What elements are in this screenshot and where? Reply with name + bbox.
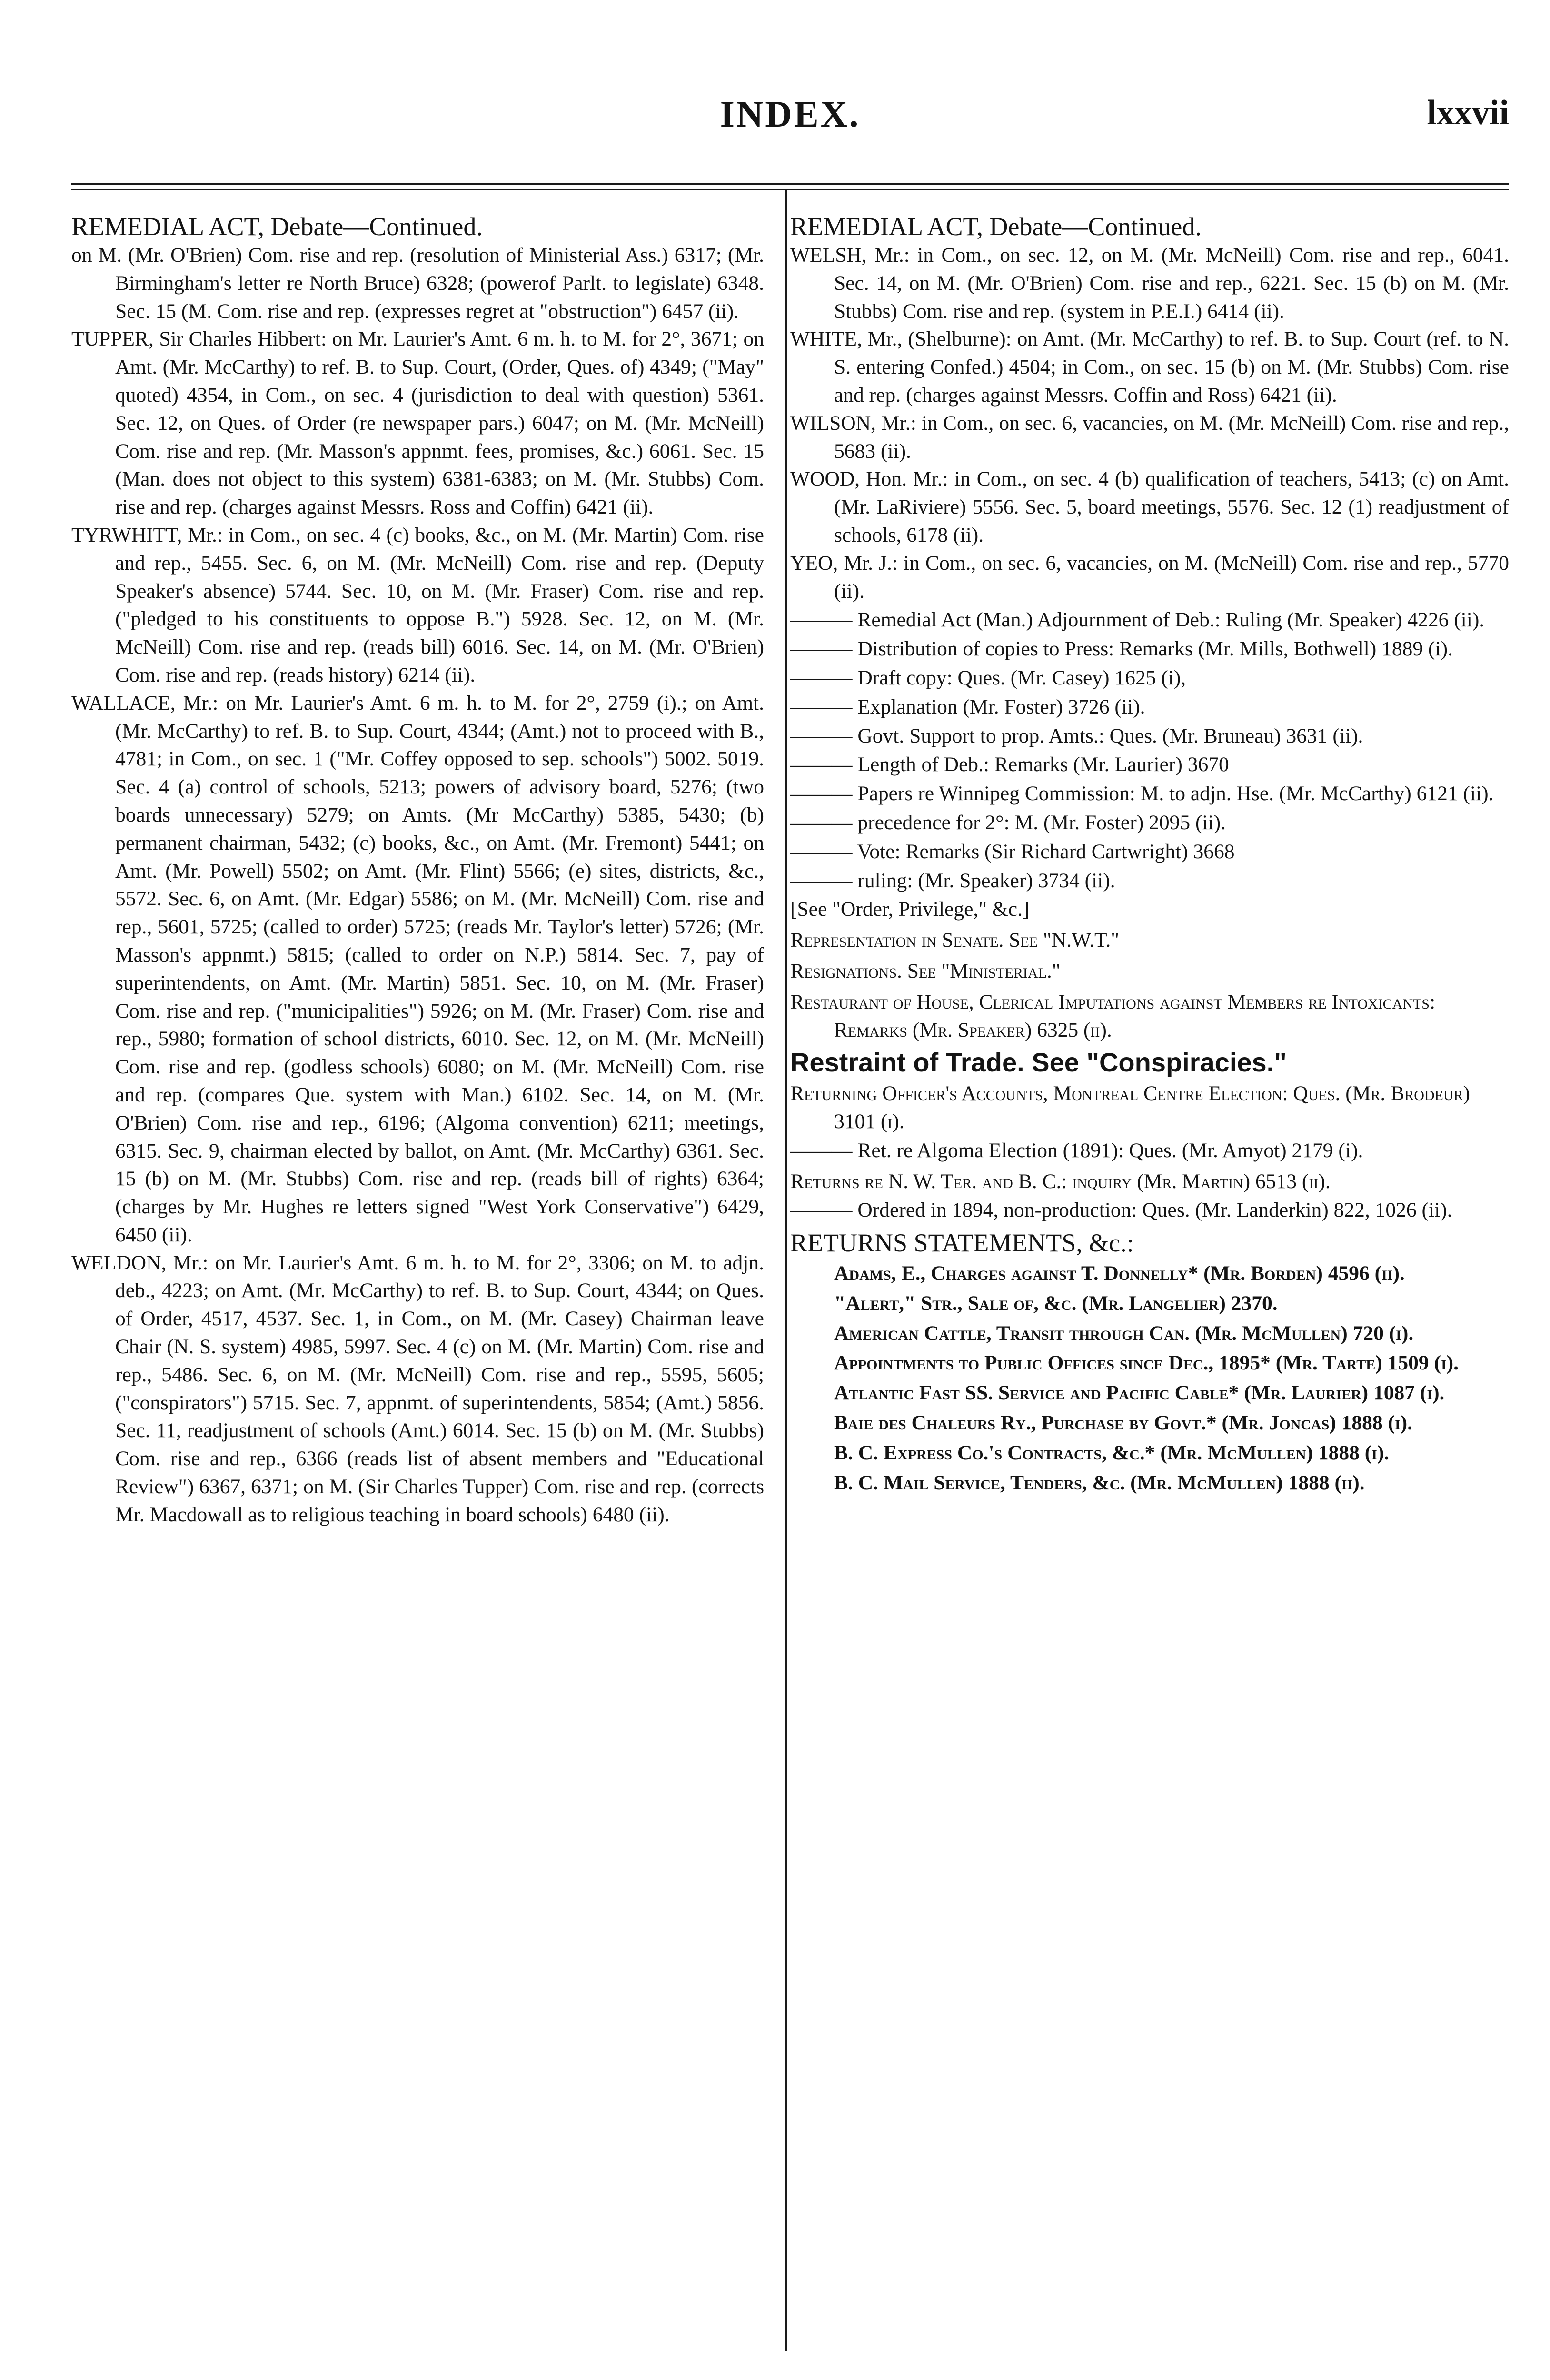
index-entry-welsh: WELSH, Mr.: in Com., on sec. 12, on M. (Mr. McNeill) Com. rise and rep., 6041. Sec. 14, on M. (Mr. O'Brien) Com. rise and rep., 6221. Sec. 15 (b) on M. (Mr. Stubbs) Com. rise and rep. (system in P.E.I.) 6414 (ii). bbox=[790, 244, 1509, 323]
subentry-draft-copy: ——— Draft copy: Ques. (Mr. Casey) 1625 (i), bbox=[790, 666, 1186, 689]
right-column bbox=[790, 212, 1509, 1497]
returns-list bbox=[790, 1259, 1509, 1497]
returns-item: "Alert," Str., Sale of, &c. (Mr. Langelier) 2370. bbox=[834, 1291, 1278, 1315]
topic-returning-officer: Returning Officer's Accounts, Montreal Centre Election: Ques. (Mr. Brodeur) 3101 (i). bbox=[790, 1082, 1471, 1133]
page-number: lxxvii bbox=[1427, 93, 1509, 132]
topic-restraint-of-trade: Restraint of Trade. See "Conspiracies." bbox=[790, 1047, 1287, 1078]
subentry-precedence: ——— precedence for 2°: M. (Mr. Foster) 2095 (ii). bbox=[790, 811, 1226, 834]
topic-resignations: Resignations. See "Ministerial." bbox=[790, 959, 1061, 982]
returns-item: Adams, E., Charges against T. Donnelly* (Mr. Borden) 4596 (ii). bbox=[834, 1262, 1405, 1285]
subentry-see-order: [See "Order, Privilege," &c.] bbox=[790, 898, 1030, 921]
index-entry-tupper: TUPPER, Sir Charles Hibbert: on Mr. Laurier's Amt. 6 m. h. to M. for 2°, 3671; on Amt. (Mr. McCarthy) to ref. B. to Sup. Court, (Order, Ques. of) 4349; ("May" quoted) 4354, in Com., on sec. 4 (jurisdiction to deal with question) 5361. Sec. 12, on Ques. of Order (re newspaper pars.) 6047; on M. (Mr. McNeill) Com. rise and rep. (Mr. Masson's appnmt. fees, promises, &c.) 6061. Sec. 15 (Man. does not object to this system) 6381-6383; on M. (Mr. Stubbs) Com. rise and rep. (charges against Messrs. Ross and Coffin) 6421 (ii). bbox=[71, 327, 764, 519]
subentry-vote: ——— Vote: Remarks (Sir Richard Cartwright) 3668 bbox=[790, 840, 1235, 863]
returns-item: B. C. Mail Service, Tenders, &c. (Mr. McMullen) 1888 (ii). bbox=[834, 1471, 1365, 1494]
subentry-algoma-election: ——— Ret. re Algoma Election (1891): Ques. (Mr. Amyot) 2179 (i). bbox=[790, 1139, 1363, 1162]
column-divider bbox=[785, 190, 787, 2351]
subentry-papers-winnipeg: ——— Papers re Winnipeg Commission: M. to adjn. Hse. (Mr. McCarthy) 6121 (ii). bbox=[790, 782, 1494, 805]
topic-representation: Representation in Senate. See "N.W.T." bbox=[790, 929, 1119, 952]
subentry-adjournment: ——— Remedial Act (Man.) Adjournment of Deb.: Ruling (Mr. Speaker) 4226 (ii). bbox=[790, 608, 1485, 632]
header-rule bbox=[71, 183, 1509, 185]
returns-item: American Cattle, Transit through Can. (Mr. McMullen) 720 (i). bbox=[834, 1321, 1414, 1345]
subentry-length-of-deb: ——— Length of Deb.: Remarks (Mr. Laurier) 3670 bbox=[790, 753, 1229, 776]
index-entry-white: WHITE, Mr., (Shelburne): on Amt. (Mr. McCarthy) to ref. B. to Sup. Court (ref. to N. S. entering Confed.) 4504; in Com., on sec. 15 (b) on M. (Mr. Stubbs) Com. rise and rep. (charges against Messrs. Coffin and Ross) 6421 (ii). bbox=[790, 327, 1509, 407]
header-rule-thin bbox=[71, 189, 1509, 190]
returns-item: B. C. Express Co.'s Contracts, &c.* (Mr. McMullen) 1888 (i). bbox=[834, 1441, 1390, 1464]
topic-restaurant: Restaurant of House, Clerical Imputations against Members re Intoxicants: Remarks (Mr. Speaker) 6325 (ii). bbox=[790, 990, 1436, 1041]
index-entry-wood: WOOD, Hon. Mr.: in Com., on sec. 4 (b) qualification of teachers, 5413; (c) on Amt. (Mr. LaRiviere) 5556. Sec. 5, board meetings, 5576. Sec. 12 (1) readjustment of schools, 6178 (ii). bbox=[790, 467, 1509, 546]
left-column bbox=[71, 212, 764, 1529]
index-entry-tyrwhitt: TYRWHITT, Mr.: in Com., on sec. 4 (c) books, &c., on M. (Mr. Martin) Com. rise and rep., 5455. Sec. 6, on M. (Mr. McNeill) Com. rise and rep. (Deputy Speaker's absence) 5744. Sec. 10, on M. (Mr. Fraser) Com. rise and rep. ("pledged to his constituents to oppose B.") 5928. Sec. 12, on M. (Mr. McNeill) Com. rise and rep. (reads bill) 6016. Sec. 14, on M. (Mr. O'Brien) Com. rise and rep. (reads history) 6214 (ii). bbox=[71, 523, 764, 686]
returns-item: Appointments to Public Offices since Dec., 1895* (Mr. Tarte) 1509 (i). bbox=[834, 1351, 1459, 1375]
subentry-distribution: ——— Distribution of copies to Press: Remarks (Mr. Mills, Bothwell) 1889 (i). bbox=[790, 637, 1453, 661]
page-title: INDEX. bbox=[720, 93, 861, 135]
left-column-heading: REMEDIAL ACT, Debate—Continued. bbox=[71, 212, 483, 241]
returns-item: Baie des Chaleurs Ry., Purchase by Govt.* (Mr. Joncas) 1888 (i). bbox=[834, 1411, 1413, 1435]
index-entry-yeo: YEO, Mr. J.: in Com., on sec. 6, vacancies, on M. (McNeill) Com. rise and rep., 5770 (ii). bbox=[790, 551, 1509, 603]
subentry-explanation: ——— Explanation (Mr. Foster) 3726 (ii). bbox=[790, 695, 1145, 718]
index-entry-weldon: WELDON, Mr.: on Mr. Laurier's Amt. 6 m. h. to M. for 2°, 3306; on M. to adjn. deb., 4223; on Amt. (Mr. McCarthy) to ref. B. to Sup. Court, 4344; on Ques. of Order, 4517, 4537. Sec. 1, in Com., on M. (Mr. Casey) Chairman leave Chair (N. S. system) 4985, 5997. Sec. 4 (c) on M. (Mr. Martin) Com. rise and rep., 5486. Sec. 6, on M. (Mr. McNeill) Com. rise and rep., 5595, 5605; ("conspirators") 5715. Sec. 7, appnmt. of superintendents, 5854; (Amt.) 5856. Sec. 11, readjustment of schools (Amt.) 6014. Sec. 15 (b) on M. (Mr. Stubbs) Com. rise and rep., 6366 (reads list of absent members and "Educational Review") 6367, 6371; on M. (Sir Charles Tupper) Com. rise and rep. (corrects Mr. Macdowall as to religious teaching in board schools) 6480 (ii). bbox=[71, 1251, 764, 1526]
index-entry-wilson: WILSON, Mr.: in Com., on sec. 6, vacancies, on M. (Mr. McNeill) Com. rise and rep., 5683 (ii). bbox=[790, 411, 1509, 463]
subentry-ruling: ——— ruling: (Mr. Speaker) 3734 (ii). bbox=[790, 869, 1115, 892]
subentry-ordered-1894: ——— Ordered in 1894, non-production: Ques. (Mr. Landerkin) 822, 1026 (ii). bbox=[790, 1199, 1452, 1222]
subentry-govt-support: ——— Govt. Support to prop. Amts.: Ques. (Mr. Bruneau) 3631 (ii). bbox=[790, 724, 1363, 747]
right-column-heading: REMEDIAL ACT, Debate—Continued. bbox=[790, 212, 1202, 241]
topic-returns-nw-ter: Returns re N. W. Ter. and B. C.: inquiry (Mr. Martin) 6513 (ii). bbox=[790, 1170, 1331, 1193]
returns-statements-heading: RETURNS STATEMENTS, &c.: bbox=[790, 1229, 1134, 1258]
index-entry-obrien: on M. (Mr. O'Brien) Com. rise and rep. (resolution of Ministerial Ass.) 6317; (Mr. Birmingham's letter re North Bruce) 6328; (powerof Parlt. to legislate) 6348. Sec. 15 (M. Com. rise and rep. (expresses regret at "obstruction") 6457 (ii). bbox=[71, 244, 764, 323]
page-header bbox=[71, 93, 1509, 140]
index-entry-wallace: WALLACE, Mr.: on Mr. Laurier's Amt. 6 m. h. to M. for 2°, 2759 (i).; on Amt. (Mr. McCarthy) to ref. B. to Sup. Court, 4344; (Amt.) not to proceed with B., 4781; in Com., on sec. 1 ("Mr. Coffey opposed to sep. schools") 5002. 5019. Sec. 4 (a) control of schools, 5213; powers of advisory board, 5276; (two boards unnecessary) 5279; on Amts. (Mr McCarthy) 5385, 5430; (b) permanent chairman, 5432; (c) books, &c., on Amt. (Mr. Fremont) 5441; on Amt. (Mr. Powell) 5502; on Amt. (Mr. Flint) 5566; (e) sites, districts, &c., 5572. Sec. 6, on Amt. (Mr. Edgar) 5586; on M. (Mr. McNeill) Com. rise and rep., 5601, 5725; (called to order) 5725; (reads Mr. Taylor's letter) 5726; (Mr. Masson's appnmt.) 5815; (called to order on N.P.) 5814. Sec. 7, pay of superintendents, on Amt. (Mr. Martin) 5851. Sec. 10, on M. (Mr. Fraser) Com. rise and rep. ("municipalities") 5926; on M. (Mr. Fraser) Com. rise and rep., 5980; formation of school districts, 6010. Sec. 12, on M. (Mr. McNeill) Com. rise and rep. (godless schools) 6080; on M. (Mr. McNeill) Com. rise and rep. (compares Que. system with Man.) 6102. Sec. 14, on M. (Mr. O'Brien) Com. rise and rep., 6196; (Algoma convention) 6211; meetings, 6315. Sec. 9, chairman elected by ballot, on Amt. (Mr. McCarthy) 6361. Sec. 15 (b) on M. (Mr. Stubbs) Com. rise and rep. (reads bill of rights) 6364; (charges by Mr. Hughes re letters signed "West York Conservative") 6429, 6450 (ii). bbox=[71, 691, 764, 1246]
returns-item: Atlantic Fast SS. Service and Pacific Cable* (Mr. Laurier) 1087 (i). bbox=[834, 1381, 1445, 1405]
